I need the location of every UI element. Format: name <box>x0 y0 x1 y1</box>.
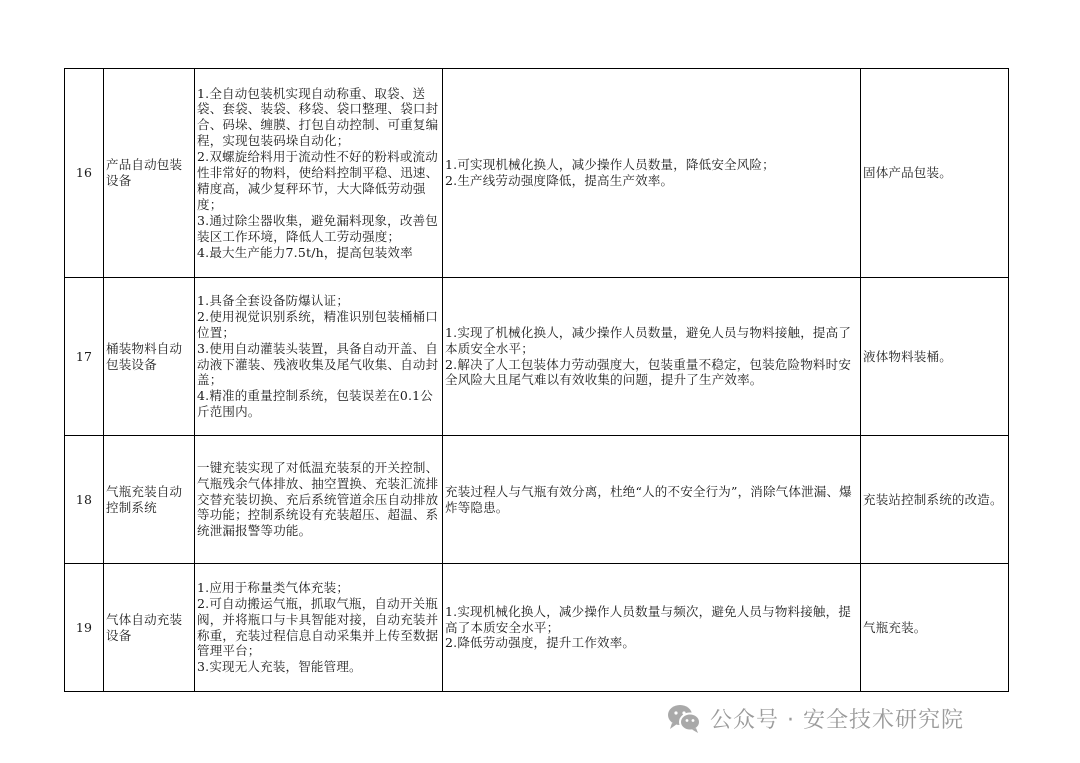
feature-item: 1.全自动包装机实现自动称重、取袋、送袋、套袋、装袋、移袋、袋口整理、袋口封合、码垛、缠膜、打包自动控制、可重复编程，实现包装码垛自动化； <box>197 85 439 149</box>
table-row <box>65 436 1009 564</box>
table-row <box>65 69 1009 278</box>
feature-item: 一键充装实现了对低温充装泵的开关控制、气瓶残余气体排放、抽空置换、充装汇流排交替充装切换、充后系统管道余压自动排放等功能；控制系统设有充装超压、超温、系统泄漏报警等功能。 <box>197 459 439 539</box>
equipment-name: 气体自动充装设备 <box>104 564 195 692</box>
watermark-text: 公众号 · 安全技术研究院 <box>710 707 964 733</box>
effect-item: 2.解决了人工包装体力劳动强度大，包装重量不稳定，包装危险物料时安全风险大且尾气难以有效收集的问题，提升了生产效率。 <box>445 356 852 388</box>
features-cell <box>195 278 443 436</box>
feature-item: 3.实现无人充装，智能管理。 <box>197 659 362 675</box>
effect-item: 1.实现机械化换人，减少操作人员数量与频次，避免人员与物料接触，提高了本质安全水平； <box>445 603 852 635</box>
effect-item: 充装过程人与气瓶有效分离，杜绝“人的不安全行为”，消除气体泄漏、爆炸等隐患。 <box>445 483 852 515</box>
table-row <box>65 564 1009 692</box>
equipment-name: 气瓶充装自动控制系统 <box>104 436 195 564</box>
effect-item: 2.生产线劳动强度降低，提高生产效率。 <box>445 173 674 188</box>
table-row <box>65 278 1009 436</box>
equipment-table <box>64 68 1009 692</box>
effects-cell <box>443 564 861 692</box>
features-cell <box>195 564 443 692</box>
feature-item: 2.使用视觉识别系统，精准识别包装桶桶口位置； <box>197 308 438 340</box>
feature-item: 4.最大生产能力7.5t/h，提高包装效率 <box>197 244 413 260</box>
feature-item: 1.具备全套设备防爆认证； <box>197 292 350 308</box>
equipment-name: 产品自动包装设备 <box>104 69 195 278</box>
feature-item: 1.应用于称量类气体充装； <box>197 579 350 595</box>
watermark <box>666 700 964 736</box>
effects-cell <box>443 436 861 564</box>
row-number: 16 <box>65 69 104 278</box>
row-number: 19 <box>65 564 104 692</box>
scope-cell: 液体物料装桶。 <box>861 278 1009 436</box>
effects-cell <box>443 278 861 436</box>
feature-item: 2.双螺旋给料用于流动性不好的粉料或流动性非常好的物料，使给料控制平稳、迅速、精度高，减少复秤环节，大大降低劳动强度； <box>197 149 439 212</box>
scope-cell: 气瓶充装。 <box>861 564 1009 692</box>
row-number: 17 <box>65 278 104 436</box>
features-cell <box>195 69 443 278</box>
equipment-name: 桶装物料自动包装设备 <box>104 278 195 436</box>
scope-cell: 充装站控制系统的改造。 <box>861 436 1009 564</box>
row-number: 18 <box>65 436 104 564</box>
feature-item: 3.使用自动灌装头装置，具备自动开盖、自动液下灌装、残液收集及尾气收集、自动封盖； <box>197 340 439 388</box>
feature-item: 3.通过除尘器收集，避免漏料现象，改善包装区工作环境，降低人工劳动强度； <box>197 212 438 244</box>
effects-cell <box>443 69 861 278</box>
effect-item: 1.可实现机械化换人，减少操作人员数量，降低安全风险； <box>445 157 775 173</box>
features-cell <box>195 436 443 564</box>
effect-item: 2.降低劳动强度，提升工作效率。 <box>445 635 636 651</box>
effect-item: 1.实现了机械化换人，减少操作人员数量，避免人员与物料接触，提高了本质安全水平； <box>445 324 852 356</box>
feature-item: 4.精准的重量控制系统，包装误差在0.1公斤范围内。 <box>197 388 434 420</box>
wechat-icon <box>666 702 702 734</box>
scope-cell: 固体产品包装。 <box>861 69 1009 278</box>
feature-item: 2.可自动搬运气瓶，抓取气瓶，自动开关瓶阀，并将瓶口与卡具智能对接，自动充装并称重，充装过程信息自动采集并上传至数据管理平台； <box>197 595 439 659</box>
